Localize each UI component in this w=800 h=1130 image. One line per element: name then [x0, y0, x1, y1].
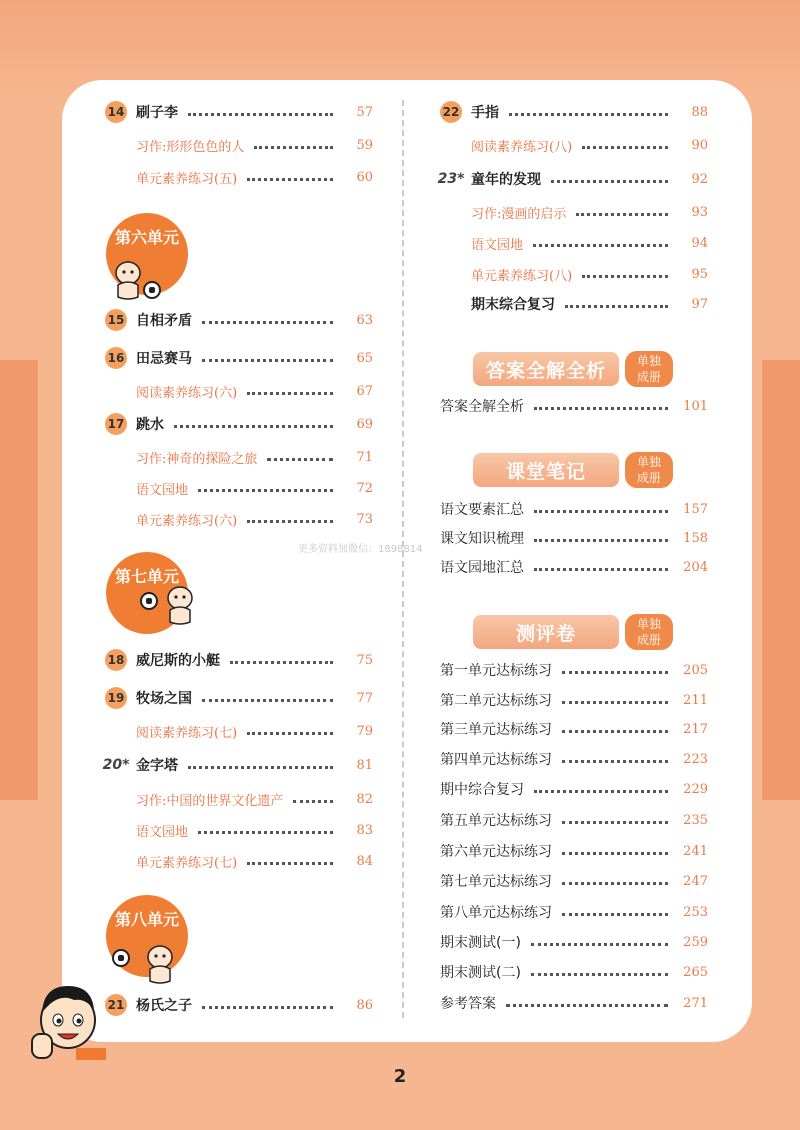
entry-title: 参考答案	[440, 996, 496, 1012]
section-title: 答案全解全析	[473, 352, 619, 386]
dot-leader	[582, 275, 668, 278]
column-divider	[402, 100, 404, 1018]
dot-leader	[531, 973, 668, 976]
entry-title: 跳水	[136, 417, 164, 433]
toc-entry[interactable]	[105, 476, 373, 500]
page-ref: 271	[683, 995, 708, 1011]
dot-leader	[247, 862, 333, 865]
dot-leader	[247, 520, 333, 523]
entry-title: 语文园地	[471, 237, 524, 253]
entry-title: 第五单元达标练习	[440, 813, 552, 829]
lesson-number: 19	[105, 687, 127, 709]
dot-leader	[562, 852, 668, 855]
page-ref: 73	[356, 511, 373, 527]
section-title: 测评卷	[473, 615, 619, 649]
dot-leader	[230, 661, 333, 664]
dot-leader	[247, 178, 333, 181]
badge-line: 成册	[636, 370, 661, 384]
page-ref: 235	[683, 812, 708, 828]
dot-leader	[267, 458, 333, 461]
dot-leader	[188, 113, 333, 116]
lesson-number: 14	[105, 101, 127, 123]
dot-leader	[582, 146, 668, 149]
page-ref: 205	[683, 662, 708, 678]
page-ref: 157	[683, 501, 708, 517]
soccer-ball-icon	[143, 281, 161, 299]
toc-entry[interactable]	[105, 412, 373, 436]
toc-entry[interactable]	[440, 991, 708, 1015]
page-ref: 101	[683, 398, 708, 414]
toc-entry[interactable]	[105, 719, 373, 743]
dot-leader	[562, 701, 668, 704]
dot-leader	[202, 1006, 333, 1009]
toc-entry[interactable]	[440, 394, 708, 418]
separate-volume-badge	[625, 452, 673, 488]
toc-entry[interactable]	[440, 133, 708, 157]
page-ref: 60	[356, 169, 373, 185]
page-ref: 79	[356, 723, 373, 739]
entry-title: 第四单元达标练习	[440, 752, 552, 768]
lesson-number: 18	[105, 649, 127, 671]
entry-title: 习作:中国的世界文化遗产	[136, 793, 284, 809]
left-edge-stripe	[0, 360, 38, 800]
page-ref: 247	[683, 873, 708, 889]
toc-entry[interactable]	[440, 526, 708, 550]
dot-leader	[534, 568, 668, 571]
dot-leader	[534, 790, 668, 793]
unit-title: 第六单元	[114, 228, 179, 247]
dot-leader	[509, 113, 668, 116]
mascot-icon	[108, 257, 148, 301]
entry-title: 阅读素养练习(八)	[471, 139, 573, 155]
toc-entry[interactable]	[440, 658, 708, 682]
page-ref: 82	[356, 791, 373, 807]
dot-leader	[534, 510, 668, 513]
entry-title: 答案全解全析	[440, 399, 524, 415]
soccer-ball-icon	[140, 592, 158, 610]
page-ref: 86	[356, 997, 373, 1013]
entry-title: 期末测试(二)	[440, 965, 521, 981]
entry-title: 语文园地	[136, 482, 189, 498]
dot-leader	[247, 392, 333, 395]
entry-title: 单元素养练习(八)	[471, 268, 573, 284]
toc-entry[interactable]	[440, 777, 708, 801]
page-ref: 94	[691, 235, 708, 251]
watermark-text: 更多资料加微信：1898814	[298, 544, 423, 555]
page-ref: 92	[691, 171, 708, 187]
page-ref: 72	[356, 480, 373, 496]
section-title: 课堂笔记	[473, 453, 619, 487]
toc-entry[interactable]	[105, 100, 373, 124]
dot-leader	[562, 760, 668, 763]
page-ref: 217	[683, 721, 708, 737]
entry-title: 第七单元达标练习	[440, 874, 552, 890]
dot-leader	[565, 305, 668, 308]
entry-title: 自相矛盾	[136, 313, 192, 329]
section-header	[473, 352, 683, 386]
lesson-number: 21	[105, 994, 127, 1016]
entry-title: 习作:神奇的探险之旅	[136, 451, 258, 467]
dot-leader	[534, 407, 668, 410]
toc-entry[interactable]	[105, 507, 373, 531]
page-ref: 63	[356, 312, 373, 328]
entry-title: 课文知识梳理	[440, 531, 524, 547]
dot-leader	[562, 821, 668, 824]
toc-entry[interactable]	[105, 648, 373, 672]
toc-entry[interactable]	[440, 960, 708, 984]
dot-leader	[562, 671, 668, 674]
entry-title: 习作:形形色色的人	[136, 139, 245, 155]
page-ref: 77	[356, 690, 373, 706]
toc-entry[interactable]	[105, 993, 373, 1017]
toc-entry[interactable]	[440, 100, 708, 124]
entry-title: 期末测试(一)	[440, 935, 521, 951]
unit-title: 第八单元	[114, 910, 179, 929]
badge-line: 成册	[636, 471, 661, 485]
dot-leader	[202, 699, 333, 702]
page-ref: 84	[356, 853, 373, 869]
toc-entry[interactable]	[440, 497, 708, 521]
page-ref: 81	[356, 757, 373, 773]
dot-leader	[247, 732, 333, 735]
page-ref: 265	[683, 964, 708, 980]
page-ref: 69	[356, 416, 373, 432]
toc-entry[interactable]	[105, 686, 373, 710]
page-ref: 229	[683, 781, 708, 797]
dot-leader	[254, 146, 333, 149]
entry-title: 阅读素养练习(七)	[136, 725, 238, 741]
toc-entry[interactable]	[440, 231, 708, 255]
entry-title: 第一单元达标练习	[440, 663, 552, 679]
toc-entry[interactable]	[440, 808, 708, 832]
toc-entry[interactable]	[440, 688, 708, 712]
dot-leader	[188, 766, 333, 769]
toc-entry[interactable]	[105, 445, 373, 469]
lesson-number: 17	[105, 413, 127, 435]
right-edge-stripe	[762, 360, 800, 800]
lesson-number: 16	[105, 347, 127, 369]
dot-leader	[562, 913, 668, 916]
entry-title: 田忌赛马	[136, 351, 192, 367]
dot-leader	[202, 359, 333, 362]
dot-leader	[293, 800, 333, 803]
lesson-number: 22	[440, 101, 462, 123]
entry-title: 习作:漫画的启示	[471, 206, 567, 222]
entry-title: 第八单元达标练习	[440, 905, 552, 921]
unit-title: 第七单元	[114, 567, 179, 586]
mascot-icon	[160, 582, 200, 626]
entry-title: 语文园地	[136, 824, 189, 840]
entry-title: 期中综合复习	[440, 782, 524, 798]
page-ref: 211	[683, 692, 708, 708]
toc-entry[interactable]	[440, 717, 708, 741]
toc-entry[interactable]	[105, 849, 373, 873]
toc-entry[interactable]	[105, 165, 373, 189]
separate-volume-badge	[625, 614, 673, 650]
page-ref: 90	[691, 137, 708, 153]
cartoon-boy-mascot	[28, 968, 108, 1060]
page-ref: 93	[691, 204, 708, 220]
page-ref: 83	[356, 822, 373, 838]
entry-title: 语文要素汇总	[440, 502, 524, 518]
toc-entry[interactable]	[440, 930, 708, 954]
dot-leader	[576, 213, 668, 216]
page-number: 2	[393, 1066, 407, 1087]
toc-entry[interactable]	[105, 346, 373, 370]
lesson-number: 20*	[102, 757, 130, 773]
dot-leader	[198, 831, 333, 834]
entry-title: 单元素养练习(七)	[136, 855, 238, 871]
toc-entry[interactable]	[440, 262, 708, 286]
lesson-number: 15	[105, 309, 127, 331]
page-ref: 57	[356, 104, 373, 120]
entry-title: 童年的发现	[471, 172, 541, 188]
section-header	[473, 615, 683, 649]
toc-entry[interactable]	[440, 292, 708, 316]
mascot-icon	[140, 941, 180, 985]
page-ref: 75	[356, 652, 373, 668]
lesson-number: 23*	[437, 171, 465, 187]
entry-title: 刷子李	[136, 105, 178, 121]
dot-leader	[534, 539, 668, 542]
toc-entry[interactable]	[440, 839, 708, 863]
entry-title: 手指	[471, 105, 499, 121]
entry-title: 语文园地汇总	[440, 560, 524, 576]
page-ref: 223	[683, 751, 708, 767]
dot-leader	[506, 1004, 668, 1007]
toc-entry[interactable]	[440, 869, 708, 893]
page-ref: 67	[356, 383, 373, 399]
page-ref: 59	[356, 137, 373, 153]
toc-entry[interactable]	[440, 900, 708, 924]
dot-leader	[562, 882, 668, 885]
page-ref: 97	[691, 296, 708, 312]
toc-entry[interactable]	[437, 167, 708, 191]
entry-title: 单元素养练习(五)	[136, 171, 238, 187]
dot-leader	[198, 489, 333, 492]
dot-leader	[562, 730, 668, 733]
page-ref: 259	[683, 934, 708, 950]
dot-leader	[551, 180, 668, 183]
entry-title: 牧场之国	[136, 691, 192, 707]
page-ref: 95	[691, 266, 708, 282]
dot-leader	[202, 321, 333, 324]
badge-line: 单独	[636, 455, 661, 469]
toc-entry[interactable]	[105, 787, 373, 811]
toc-entry[interactable]	[105, 133, 373, 157]
entry-title: 期末综合复习	[471, 297, 555, 313]
entry-title: 威尼斯的小艇	[136, 653, 220, 669]
badge-line: 成册	[636, 633, 661, 647]
entry-title: 杨氏之子	[136, 998, 192, 1014]
toc-entry[interactable]	[440, 747, 708, 771]
page-ref: 253	[683, 904, 708, 920]
dot-leader	[533, 244, 668, 247]
separate-volume-badge	[625, 351, 673, 387]
toc-entry[interactable]	[102, 753, 373, 777]
toc-entry[interactable]	[105, 308, 373, 332]
page-ref: 158	[683, 530, 708, 546]
toc-entry[interactable]	[105, 379, 373, 403]
toc-entry[interactable]	[440, 555, 708, 579]
badge-line: 单独	[636, 617, 661, 631]
entry-title: 金字塔	[136, 758, 178, 774]
page-ref: 241	[683, 843, 708, 859]
entry-title: 第六单元达标练习	[440, 844, 552, 860]
soccer-ball-icon	[112, 949, 130, 967]
section-header	[473, 453, 683, 487]
entry-title: 第二单元达标练习	[440, 693, 552, 709]
page-ref: 88	[691, 104, 708, 120]
toc-entry[interactable]	[105, 818, 373, 842]
entry-title: 第三单元达标练习	[440, 722, 552, 738]
entry-title: 阅读素养练习(六)	[136, 385, 238, 401]
page-ref: 65	[356, 350, 373, 366]
entry-title: 单元素养练习(六)	[136, 513, 238, 529]
badge-line: 单独	[636, 354, 661, 368]
dot-leader	[531, 943, 668, 946]
dot-leader	[174, 425, 333, 428]
page-ref: 71	[356, 449, 373, 465]
toc-entry[interactable]	[440, 200, 708, 224]
page-ref: 204	[683, 559, 708, 575]
